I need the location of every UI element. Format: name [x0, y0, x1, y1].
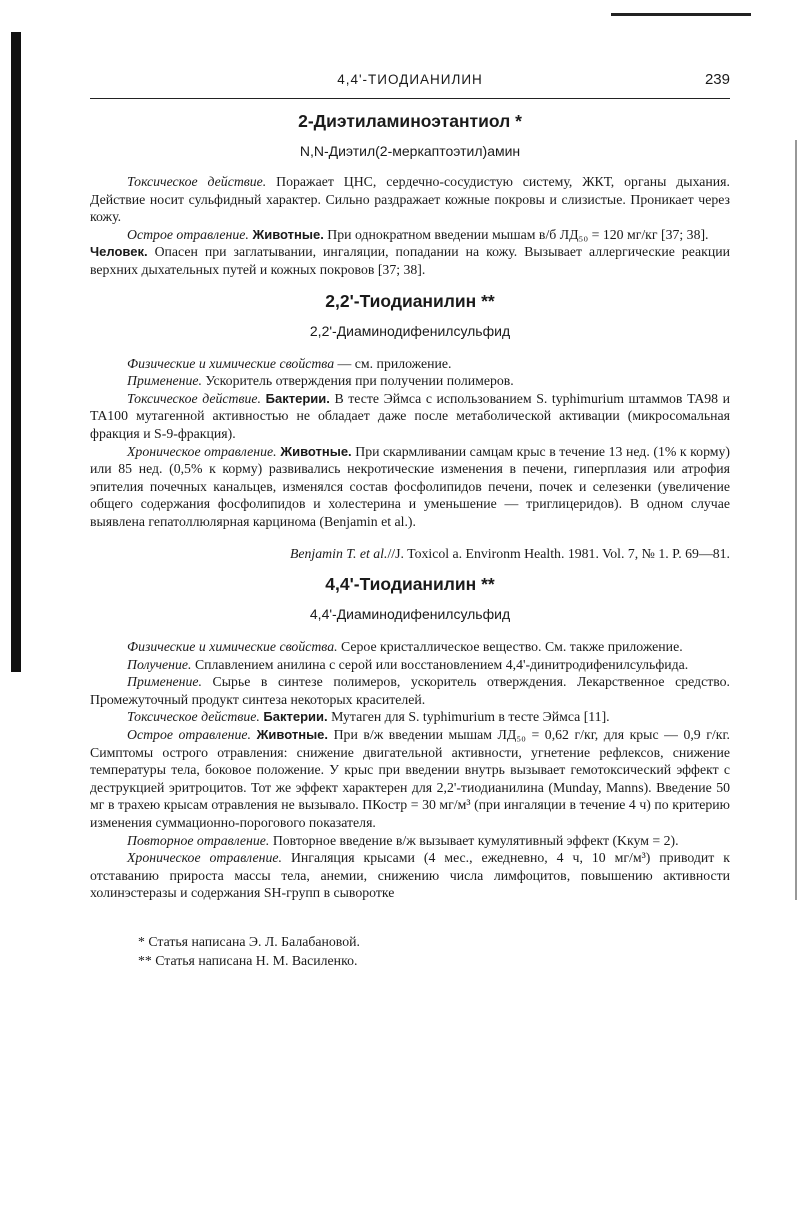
toxic-action-paragraph — [90, 390, 730, 443]
application-paragraph — [90, 372, 730, 390]
subject-label: Человек. — [90, 244, 148, 260]
footnotes — [90, 932, 730, 970]
section-label: Хроническое отравление. — [127, 850, 282, 866]
paragraph-text: Ускоритель отверждения при получении полимеров. — [201, 373, 514, 389]
entry-synonym: 2,2'-Диаминодифенилсульфид — [309, 322, 511, 339]
footnote: * Статья написана Э. Л. Балабановой. — [138, 934, 360, 949]
section-label: Острое отравление. — [127, 727, 251, 743]
section-label: Острое отравление. — [127, 226, 249, 242]
subject-label: Животные. — [248, 226, 324, 242]
entry-4-4-thiodianiline — [90, 572, 730, 902]
reference-authors: Benjamin T. et al. — [289, 545, 388, 561]
paragraph-text: При однократном введении мышам в/б ЛД₅₀ = 120 мг/кг [37; 38]. — [323, 226, 709, 242]
section-label: Хроническое отравление. — [127, 443, 277, 459]
entry-diethylaminoethanethiol — [90, 109, 730, 279]
entry-title: 4,4'-Тиодианилин ** — [325, 574, 495, 595]
scan-edge-bar — [11, 32, 21, 672]
scan-top-rule — [611, 13, 751, 16]
section-label: Токсическое действие. — [127, 174, 267, 189]
paragraph-text: Ингаляция крысами (4 мес., ежедневно, 4 ч, 10 мг/м³) приводит к отставанию прироста массы тела, анемии, снижению числа лимфоцитов, повышению активности холинэстеразы и содержания SH-групп в сыворотке — [90, 850, 730, 901]
footnote: ** Статья написана Н. М. Василенко. — [138, 953, 358, 968]
paragraph-text: Сплавлением анилина с серой или восстановлением 4,4'-динитродифенилсульфида. — [191, 656, 689, 672]
entry-title: 2,2'-Тиодианилин ** — [325, 290, 495, 311]
section-label: Токсическое действие. — [127, 709, 260, 725]
human-paragraph — [90, 243, 730, 278]
section-label: Повторное отравление. — [127, 832, 270, 848]
running-head: 4,4'-ТИОДИАНИЛИН — [337, 72, 483, 87]
toxic-action-paragraph — [90, 173, 730, 226]
section-label: Получение. — [127, 656, 192, 672]
page-header — [90, 60, 730, 99]
properties-paragraph — [90, 355, 730, 373]
section-label: Физические и химические свойства — [127, 355, 335, 371]
acute-poisoning-paragraph — [90, 226, 730, 244]
paragraph-text: При в/ж введении мышам ЛД₅₀ = 0,62 г/кг, для крыс — 0,9 г/кг. Симптомы острого отравления: снижение двигательной активности, угнетение рефлексов, снижение температуры тела, боковое положение. У крыс при введении внутрь вызывает гемотоксический эффект с деструкцией эритроцитов. Тот же эффект характерен для 2,2'-тиодианилина (Munday, Manns). Введение 50 мг в трахею крысам отравления не вызывало. ПКостр = 30 мг/м³ (при ингаляции в течение 4 ч) по критерию изменения суммационно-порогового показателя. — [90, 727, 731, 831]
paragraph-text: Сырье в синтезе полимеров, ускоритель отверждения. Лекарственное средство. Промежуточный продукт синтеза некоторых красителей. — [90, 674, 730, 707]
reference-source: //J. Toxicol a. Environm Health. 1981. Vol. 7, № 1. P. 69—81. — [387, 545, 730, 561]
paragraph-text: Серое кристаллическое вещество. См. также приложение. — [337, 639, 683, 655]
paragraph-text: — см. приложение. — [334, 355, 452, 371]
properties-paragraph — [90, 638, 730, 656]
section-label: Токсическое действие. — [127, 390, 261, 406]
scan-right-edge — [795, 140, 797, 900]
section-label: Применение. — [127, 674, 202, 690]
application-paragraph — [90, 673, 730, 708]
repeated-poisoning-paragraph — [90, 832, 730, 850]
section-label: Применение. — [127, 373, 202, 389]
book-page — [90, 60, 730, 970]
paragraph-text: Опасен при заглатывании, ингаляции, попадании на кожу. Вызывает аллергические реакции верхних дыхательных путей и кожных покровов [37; 38]. — [90, 244, 730, 277]
subject-label: Животные. — [276, 443, 352, 459]
reference-line — [90, 545, 730, 563]
entry-synonym: N,N-Диэтил(2-меркаптоэтил)амин — [299, 143, 521, 159]
paragraph-text: Поражает ЦНС, сердечно-сосудистую систему, ЖКТ, органы дыхания. Действие носит сульфидный характер. Сильно раздражает кожные покровы и слизистые. Проникает через кожу. — [90, 174, 730, 225]
chronic-poisoning-paragraph — [90, 443, 730, 531]
entry-synonym: 4,4'-Диаминодифенилсульфид — [309, 606, 511, 623]
chronic-poisoning-paragraph — [90, 849, 730, 902]
preparation-paragraph — [90, 656, 730, 674]
entry-2-2-thiodianiline — [90, 289, 730, 563]
acute-poisoning-paragraph — [90, 726, 730, 832]
paragraph-text: В тесте Эймса с использованием S. typhimurium штаммов TA98 и TA100 мутагенной активностью не обладает даже после метаболической активации (микросомальная фракция и S-9-фракция). — [90, 390, 730, 441]
subject-label: Бактерии. — [259, 709, 328, 725]
paragraph-text: Повторное введение в/ж вызывает кумулятивный эффект (Kкум = 2). — [269, 832, 679, 848]
subject-label: Бактерии. — [260, 390, 330, 406]
toxic-action-paragraph — [90, 708, 730, 726]
subject-label: Животные. — [250, 727, 329, 743]
paragraph-text: При скармливании самцам крыс в течение 13 нед. (1% к корму) или 85 нед. (0,5% к корму) развивались некротические изменения в печени, гиперплазия или атрофия эпителия почечных канальцев, изменялся состав фосфолипидов печени, почек и селезенки (увеличение общего содержания фосфолипидов и холестерина и уменьшение — триглицеридов). В одном случае выявлена гепатоллюлярная карцинома (Benjamin et al.). — [90, 443, 730, 529]
page-number: 239 — [704, 71, 730, 88]
entry-title: 2-Диэтиламиноэтантиол * — [298, 111, 522, 131]
paragraph-text: Мутаген для S. typhimurium в тесте Эймса [11]. — [327, 709, 610, 725]
section-label: Физические и химические свойства. — [127, 639, 338, 655]
